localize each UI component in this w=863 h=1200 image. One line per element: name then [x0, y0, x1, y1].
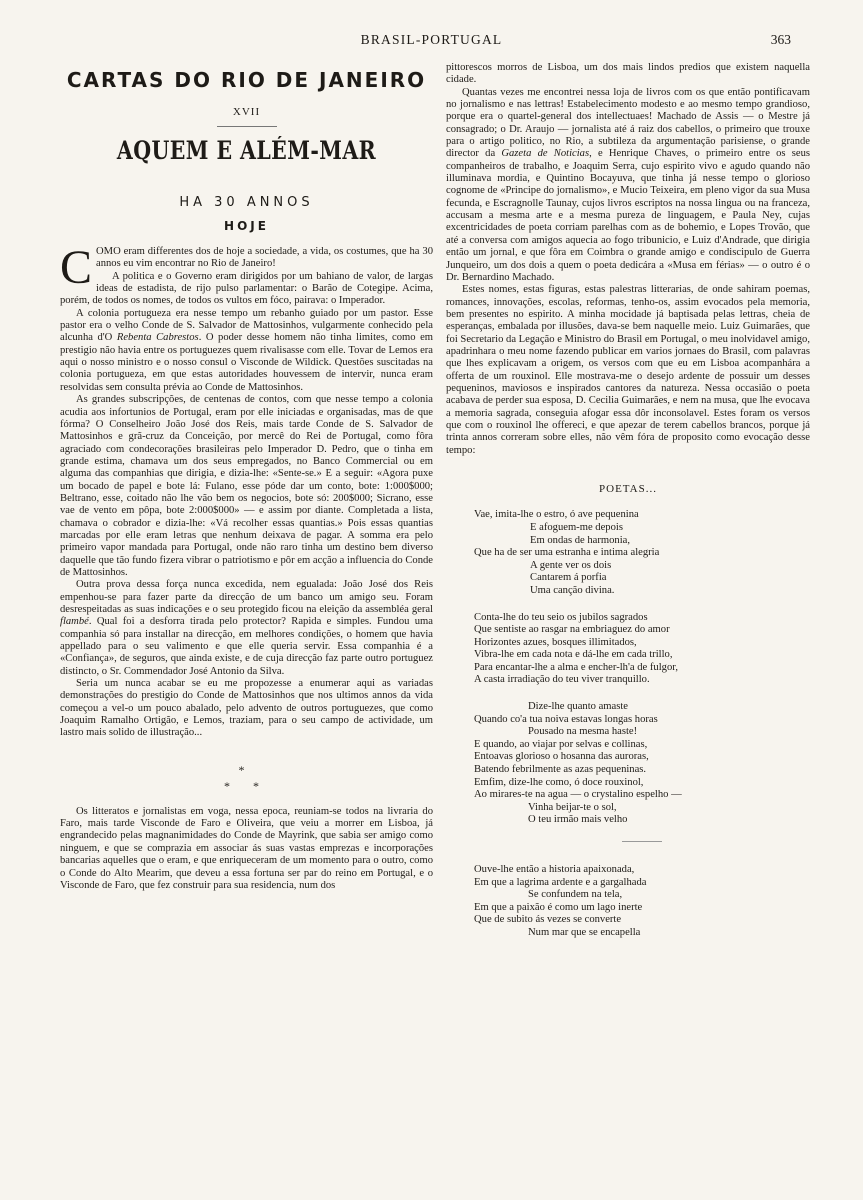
poem-line: Entoavas glorioso o hosanna das auroras, — [474, 751, 649, 763]
paragraph: pittorescos morros de Lisboa, um dos mais lindos predios que existem naquella cidade. — [446, 62, 810, 86]
poem-line: A casta irradiação do teu viver tranquillo. — [474, 674, 650, 686]
poem-line: Vinha beijar-te o sol, — [528, 801, 617, 813]
term-italic: flambé — [60, 616, 89, 628]
poem-line: Vibra-lhe em cada nota e dá-lhe em cada trillo, — [474, 649, 673, 661]
article-title: AQUEM E ALÉM-MAR — [116, 136, 377, 166]
poem-line: Em que a paixão é como um lago inerte — [474, 901, 643, 913]
poem-line: Ouve-lhe então a historia apaixonada, — [474, 864, 635, 875]
text-run: A colonia portugueza era nesse tempo um rebanho guiado por um pastor. Esse pastor era o velho Conde de S. Salvador de Mattosinhos, vulgarmente conhecido pela alcunha d'O — [60, 307, 433, 344]
poem-line: Num mar que se encapella — [528, 926, 641, 938]
poem-stanza — [474, 612, 810, 688]
text-run: Quantas vezes me encontrei nessa loja de livros com os que então pontificavam no jornalismo e nas lettras! Estabelecimento modesto e ao mesmo tempo grandioso, porque era o quartel-general dos intellectuaes! Machado de Assis — o Mestre já consagrado; o Dr. Araujo — jornalista até á raiz dos cabellos, o primeiro que trouxe para o artigo politico, no Rio, a subtileza da argumentação parisiense, o grande director da — [446, 86, 810, 160]
poem-line: Emfim, dize-lhe como, ó doce rouxinol, — [474, 776, 644, 788]
text-run: . Qual foi a desforra tirada pelo protector? Rapida e simples. Fundou uma companhia só para installar na direcção, em melhores condições, o homem que havia appellado para o seu valimento e que elle queria servir. Essa companhia é a «Confiança», de seguros, que ainda existe, e de cuja direcção faz parte outro portuguez distincto, o Sr. Commendador José Antonio da Silva. — [60, 616, 433, 677]
poem-line: Cantarem á porfia — [530, 572, 607, 584]
drop-cap: C — [60, 241, 93, 295]
poem-line: Batendo febrilmente as azas pequeninas. — [474, 764, 647, 776]
poem-line: A gente ver os dois — [530, 559, 612, 571]
letter-number: XVII — [232, 106, 261, 118]
paragraph: Seria um nunca acabar se eu me propozesse a enumerar aqui as variadas demonstrações do prestigio do Conde de Mattosinhos que nos ultimos annos da vida começou a vel-o um pouco abalado, pelo advento de outros portuguezes, que como Joaquim Ramalho Ortigão, e Lemos, traziam, para o seu campo de actividade, um lastro mais solido de illustração... — [60, 678, 433, 739]
poem-line: Que sentiste ao rasgar na embriaguez do amor — [474, 624, 670, 636]
text-run: . O poder desse homem não tinha limites, como em prestigio não havia entre os portuguezes quem rivalisasse com elle. Tovar de Lemos era aqui o nosso ministro e o nosso consul o Visconde de Wildick. Questões suscitadas na colonia portugueza, em que estas autoridades houvessem de intervir, nunca eram resolvidas sem consulta prévia ao Conde de Mattosinhos. — [60, 332, 434, 393]
poem-line: Que de subito ás vezes se converte — [474, 914, 622, 926]
poem-line: Pousado na mesma haste! — [528, 726, 638, 738]
right-column — [446, 62, 810, 954]
poem-line: E quando, ao viajar por selvas e collinas, — [474, 738, 648, 750]
poem-title: POETAS... — [599, 483, 657, 495]
poem-line: Uma canção divina. — [530, 584, 615, 596]
poem-line: Vae, imita-lhe o estro, ó ave pequenina — [474, 509, 639, 521]
page-number: 363 — [770, 32, 791, 47]
poem — [446, 509, 810, 939]
poem-line: Dize-lhe quanto amaste — [528, 701, 629, 713]
series-title: CARTAS DO RIO DE JANEIRO — [66, 68, 427, 92]
poem-stanza — [474, 864, 810, 940]
title-rule — [217, 126, 277, 127]
paragraph: A politica e o Governo eram dirigidos por um bahiano de valor, de largas ideas de estadista, de rijo pulso parlamentar: o Barão de Cotegipe. Acima, porém, de todos os nomes, de todos os vultos em fóco, pairava: o Imperador. — [60, 270, 433, 307]
paragraph: Os litteratos e jornalistas em voga, nessa epoca, reuniam-se todos na livraria do Faro, mais tarde Visconde de Faro e Oliveira, que veiu a morrer em Lisboa, já engrandecido pelas magnanimidades do Conde de Mayrink, que sabia ser amigo como ninguem, e que se comprazia em associar ás suas vastas emprezas e incorporações bancarias aquelles que o eram, e que enriqueceram de um momento para o outro, como o Conde do Alto Mearim, que deveu a essa fortuna ser par do reino em Portugal, e o Visconde de Faro, que fez construir para sua residencia, num dos — [60, 805, 433, 891]
poem-line: Ao mirares-te na agua — o crystalino espelho — — [474, 789, 682, 801]
running-title: BRASIL-PORTUGAL — [360, 32, 503, 47]
subtitle-past: HA 30 ANNOS — [179, 195, 314, 211]
subtitle-present: HOJE — [224, 218, 269, 233]
poem-line: Horizontes azues, bosques illimitados, — [474, 636, 637, 648]
poem-line: Se confundem na tela, — [528, 889, 623, 901]
poem-line: Que ha de ser uma estranha e intima alegria — [474, 547, 660, 559]
text-run: Outra prova dessa força nunca excedida, nem egualada: João José dos Reis empenhou-se para fazer parte da direcção de um banco um amigo seu. Foram desrespeitadas as suas indicações e o seu protegido ficou na eleição da assembléa geral — [60, 579, 433, 615]
opening-text: OMO eram differentes dos de hoje a sociedade, a vida, os costumes, que ha 30 annos eu vim encontrar no Rio de Janeiro! — [96, 246, 433, 270]
paragraph — [60, 308, 433, 394]
poem-stanza — [474, 701, 810, 827]
poem-line: Em que a lagrima ardente e a gargalhada — [474, 876, 647, 888]
text-run: , e Henrique Chaves, o primeiro entre os seus companheiros de trabalho, e Joaquim Serra, cujo espirito vivo e agudo quando não illuminava mordia, e Quintino Bocayuva, que tinha já nesse tempo o glorioso cognome de «Principe do jornalismo», e Mucio Teixeira, em pleno vigor da sua Musa fecunda, e Escragnolle Taunay, cujos livros escriptos na nossa lingua ou na franceza, accusam a mesma arte e a mesma pureza de linguagem, e Paula Ney, cujas excentricidades de poeta corriam parelhas com as de bohemio, e Lopes Trovão, que até a conversa com amigos aquecia ao fogo tribunicio, e Luiz d'Andrade, que dirigia então um jornal, e que fôra em Coimbra o grande amigo e condiscipulo de Guerra Junqueiro, um dos dois a quem o poeta dedicára a «Musa em férias» — o outro é o Dr. Bernardino Machado. — [446, 148, 810, 283]
poem-line: Conta-lhe do teu seio os jubilos sagrados — [474, 611, 648, 623]
paragraph: Estes nomes, estas figuras, estas palestras litterarias, de onde sahiram poemas, romances, innovações, escolas, reformas, tenho-os, assim evocados pela memoria, bem presentes no espirito. A minha mocidade já baptisada pelas lettras, cheia de esperanças, embalada por illusões, dava-se bem naquelle meio. Luiz Guimarães, que foi Secretario da Legação e Ministro do Brasil em Portugal, o meu inolvidavel amigo, apadrinhara o meu nome fazendo publicar em varios jornaes do Brasil, com palavras que lhes explicavam a origem, os versos com que eu em Lisboa acompanhára a offerta de um rouxinol. Elle mostrava-me o desejo ardente de possuir um desses pequeninos, maviosos e inspirados cantores da natureza. Nessa occasião o poeta acabava de perder sua esposa, D. Cecilia Guimarães, e nem na musa, que lhe evocava a memoria sagrada, conseguia afogar essa dôr inconsolavel. Estes foram os versos que com o rouxinol lhe offereci, e que apezar de terem cabellos brancos, porque já trinta annos correram sobre elles, não vêm fóra de proposito como evocação desse tempo: — [446, 284, 810, 456]
nickname-italic: Rebenta Cabrestos — [116, 332, 199, 344]
poem-line: O teu irmão mais velho — [528, 814, 628, 826]
left-column — [60, 62, 433, 892]
paragraph: As grandes subscripções, de centenas de contos, com que nesse tempo a colonia acudia aos infortunios de Portugal, eram por elle iniciadas e organisadas, mas de que fórma? O Conselheiro João José dos Reis, mais tarde Conde de S. Salvador de Mattosinhos e grã-cruz da Conceição, por mercê do Rei de Portugal, como fôra agraciado com condecorações brasileiras pelo Imperador D. Pedro, que o tinha em grande estima, chamava um dos seus empregados, no Banco Commercial ou em alguma das companhias que dirigia, e dizia-lhe: «Sente-se.» E a seguir: «Agora puxe um bocado de papel e bote lá: Fulano, esse póde dar um conto, bote: 1:000$000; Beltrano, esse, coitado não lhe vão bem os negocios, bote só: 200$000; Sicrano, esse vae de vento em pôpa, bote 2:000$000» — e assim por diante. Completada a lista, chamava o cobrador e dizia-lhe: «Vá recolher essas quantias.» Pois essas quantias marcadas por elle eram letras que nenhum deixava de pagar. A somma era pelo primeiro vapor mandada para Portugal, onde não raro tinha um destino bem diverso daquelle que tão fundo fizera vibrar o patriotismo e pôr em acção a influencia do Conde de Mattosinhos. — [60, 394, 433, 578]
poem-line: Para encantar-lhe a alma e encher-lh'a de fulgor, — [474, 661, 678, 673]
paragraph — [60, 579, 433, 678]
poem-line: Em ondas de harmonia, — [530, 534, 631, 546]
newspaper-italic: Gazeta de Noticias — [501, 148, 590, 160]
paragraph — [446, 87, 810, 285]
poem-divider — [622, 841, 662, 842]
poem-line: Quando co'a tua noiva estavas longas horas — [474, 713, 658, 725]
section-separator — [60, 762, 433, 794]
running-head — [0, 32, 863, 50]
poem-line: E afoguem-me depois — [530, 521, 623, 533]
poem-stanza — [474, 509, 810, 597]
asterism: * * * — [224, 762, 269, 793]
